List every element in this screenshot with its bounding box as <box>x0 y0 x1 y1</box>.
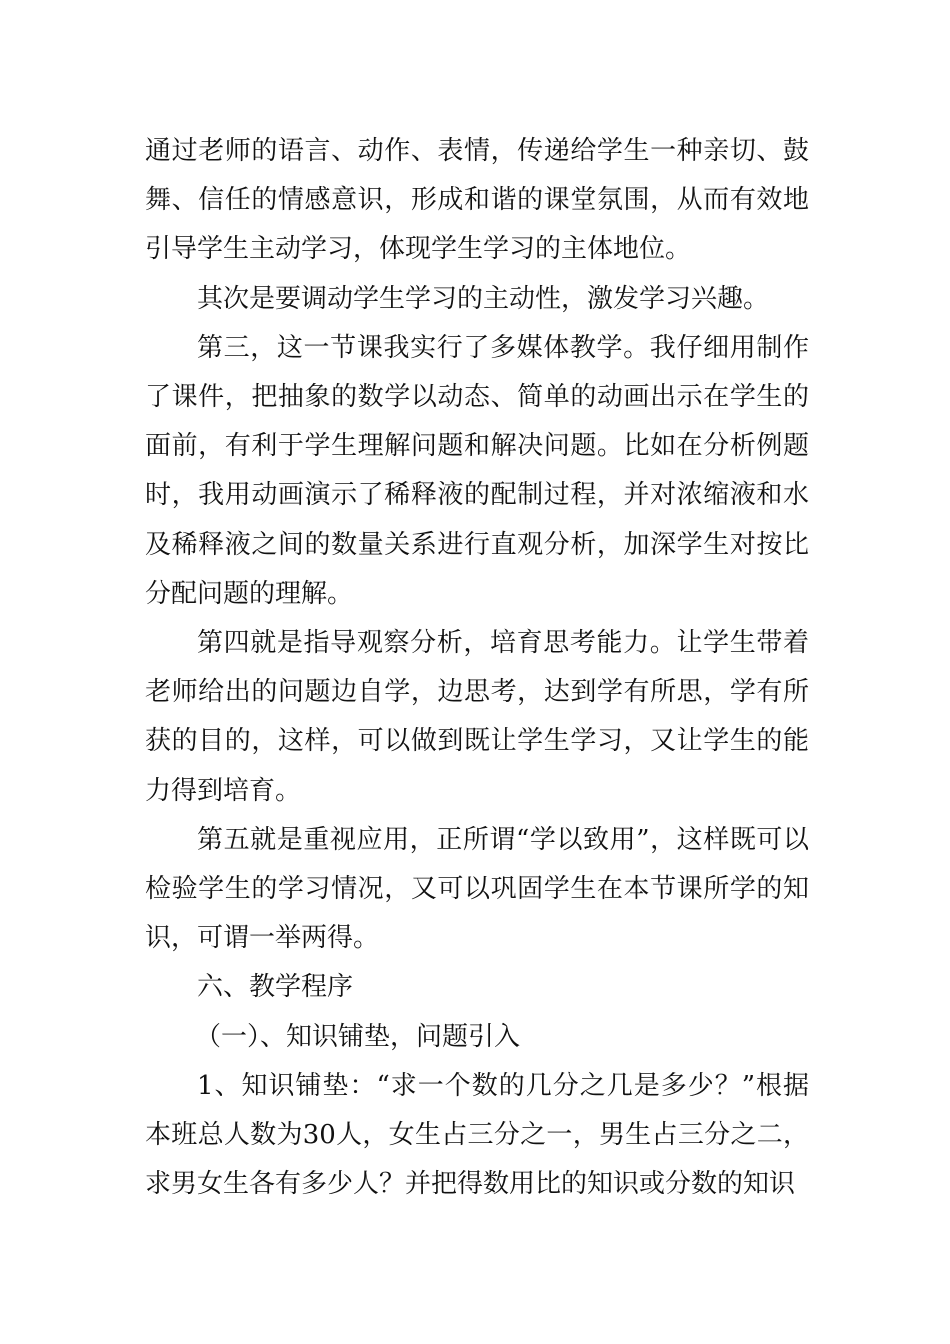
paragraph-continuation: 通过老师的语言、动作、表情，传递给学生一种亲切、鼓舞、信任的情感意识，形成和谐的课堂氛围，从而有效地引导学生主动学习，体现学生学习的主体地位。 <box>145 136 809 265</box>
paragraph-third-point: 第三，这一节课我实行了多媒体教学。我仔细用制作了课件，把抽象的数学以动态、简单的动画出示在学生的面前，有利于学生理解问题和解决问题。比如在分析例题时，我用动画演示了稀释液的配制过程，并对浓缩液和水及稀释液之间的数量关系进行直观分析，加深学生对按比分配问题的理解。 <box>145 332 809 609</box>
paragraph-fourth-point: 第四就是指导观察分析，培育思考能力。让学生带着老师给出的问题边自学，边思考，达到学有所思，学有所获的目的，这样，可以做到既让学生学习，又让学生的能力得到培育。 <box>145 628 809 806</box>
document-body <box>145 127 809 1209</box>
subsection-heading: （一）、知识铺垫，问题引入 <box>195 1021 521 1052</box>
paragraph-fifth-point: 第五就是重视应用，正所谓“学以致用”，这样既可以检验学生的学习情况，又可以巩固学生在本节课所学的知识，可谓一举两得。 <box>145 824 809 954</box>
paragraph-knowledge-foundation: 1、知识铺垫：“求一个数的几分之几是多少？”根据本班总人数为30人，女生占三分之一，男生占三分之二，求男女生各有多少人？并把得数用比的知识或分数的知识 <box>145 1070 809 1200</box>
section-heading: 六、教学程序 <box>197 972 354 1003</box>
paragraph-second-point: 其次是要调动学生学习的主动性，激发学习兴趣。 <box>197 283 770 314</box>
